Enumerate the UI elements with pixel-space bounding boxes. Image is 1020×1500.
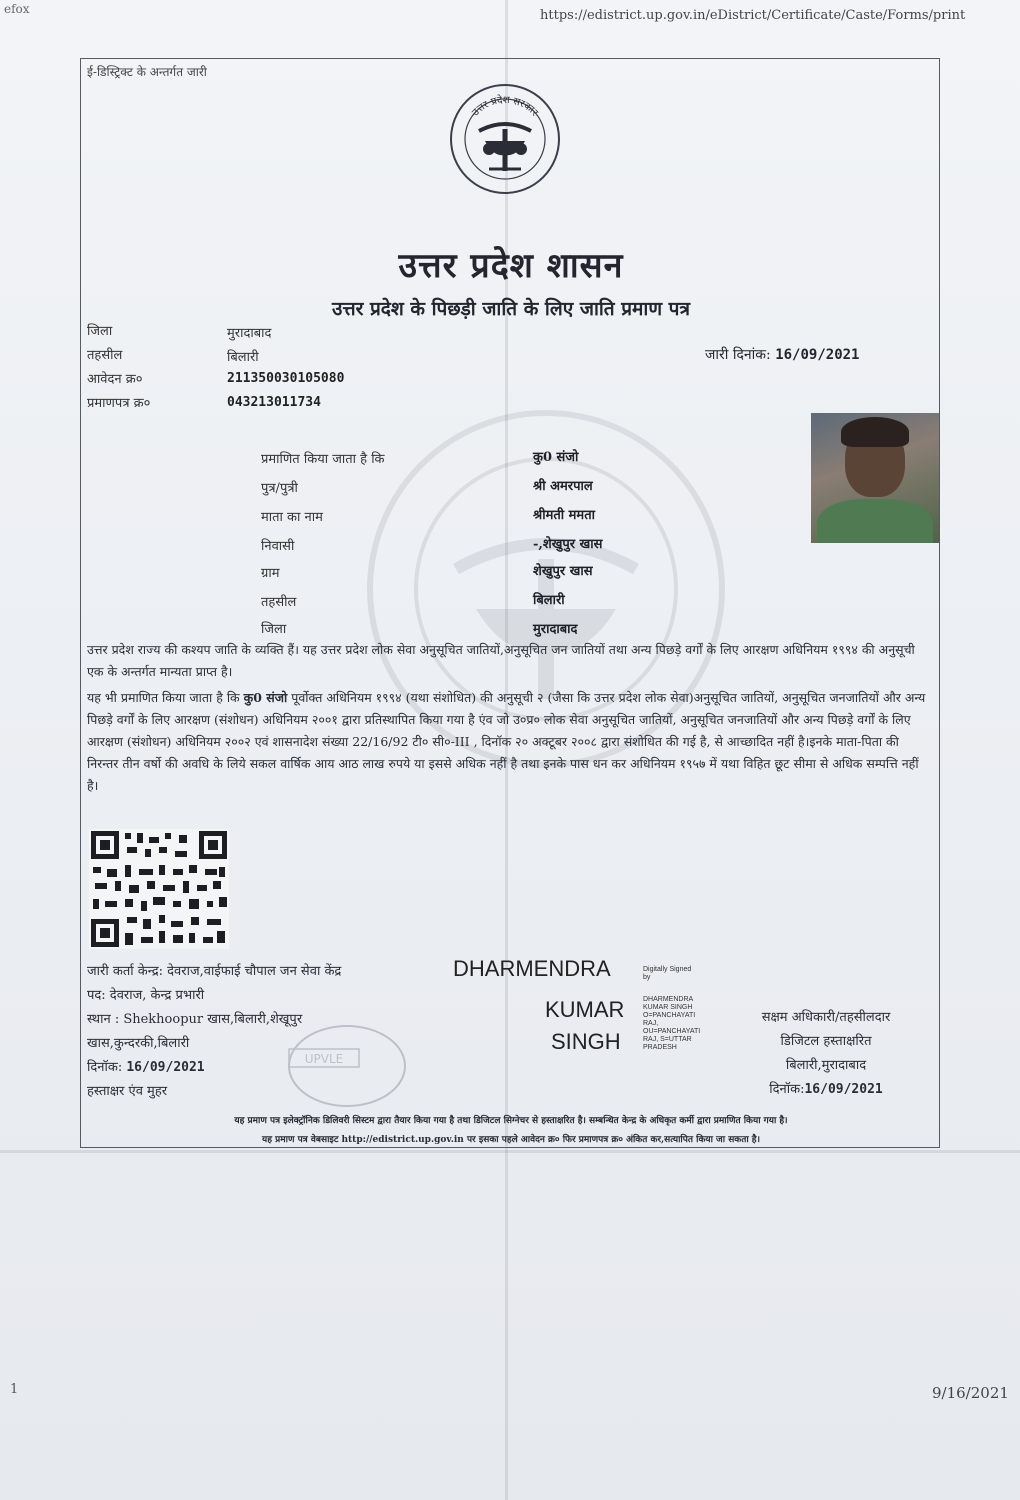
page-number: 1	[10, 1382, 19, 1397]
issuer-date	[87, 1057, 205, 1075]
applicant-photo	[811, 413, 939, 543]
application-number: 211350030105080	[227, 371, 345, 386]
issue-date	[705, 345, 860, 364]
signer-name-line-3: SINGH	[551, 1029, 621, 1054]
field-label-district: जिला	[261, 622, 287, 637]
edistrict-note: ई-डिस्ट्रिक्ट के अन्तर्गत जारी	[87, 65, 207, 79]
field-label-resident: निवासी	[261, 539, 295, 554]
print-date: 9/16/2021	[932, 1384, 1009, 1402]
issuer-date-value: 16/09/2021	[126, 1060, 205, 1075]
authority-date	[721, 1079, 931, 1097]
field-value-resident: -,शेखुपुर खास	[533, 537, 603, 552]
para2-rest: पूर्वोक्त अधिनियम १९९४ (यथा संशोधित) की अनुसूची २ (जैसा कि उत्तर प्रदेश लोक सेवा)अनुसूचित जातियों, अनुसूचित जनजातियों और अन्य पिछड़े वर्गों के लिए आरक्षण (संशोधन) अधिनियम २००१ द्वारा प्रतिस्थापित किया गया है एंव जो उ०प्र० लोक सेवा अनुसूचित जातियों, अनुसूचित जनजातियों और अन्य पिछड़े वर्गों के लिए आरक्षण (संशोधन) अधिनियम २००२ एवं शासनादेश संख्या 22/16/92 टी० सी०-III , दिनॉक २० अक्टूबर २००८ द्वारा संशोधित की गई है, से आच्छादित नहीं है।इनके माता-पिता की निरन्तर तीन वर्षो की अवधि के लिये सकल वार्षिक आय आठ लाख रुपये या इससे अधिक नहीं है तथा इनके पास धन कर अधिनियम १९५७ में यथा विहित छूट सीमा से अधिक सम्पत्ति नहीं है।	[87, 690, 926, 793]
up-government-emblem-icon	[449, 83, 561, 195]
emblem-text: उत्तर प्रदेश सरकार	[470, 94, 540, 119]
authority-title: सक्षम अधिकारी/तहसीलदार	[761, 1010, 891, 1025]
issuer-post: पद: देवराज, केन्द्र प्रभारी	[87, 988, 205, 1003]
digitally-signed-by: Digitally Signed by	[643, 966, 692, 981]
government-title: उत्तर प्रदेश शासन	[398, 246, 624, 286]
signature-and-seal-label: हस्ताक्षर एंव मुहर	[87, 1084, 168, 1099]
footer-line-1: यह प्रमाण पत्र इलेक्ट्रॉनिक डिलिवरी सिस्टम द्वारा तैयार किया गया है तथा डिजिटल सिग्नेचर से हस्ताक्षरित है। सम्बन्धित केन्द्र के अधिकृत कर्मी द्वारा प्रमाणित किया गया है।	[234, 1116, 788, 1126]
para2-prefix: यह भी प्रमाणित किया जाता है कि	[87, 690, 240, 705]
field-value-mother: श्रीमती ममता	[533, 508, 595, 523]
field-value-tehsil: बिलारी	[533, 593, 565, 608]
browser-name-fragment: efox	[4, 2, 30, 16]
field-value-village: शेखुपुर खास	[533, 564, 593, 579]
field-value-name: कु0 संजो	[533, 450, 579, 465]
tehsil-label: तहसील	[87, 348, 123, 363]
svg-text:उत्तर प्रदेश सरकार	[470, 94, 540, 119]
issuer-place-line-2: खास,कुन्दरकी,बिलारी	[87, 1036, 190, 1051]
issuer-date-label: दिनॉक:	[87, 1060, 123, 1075]
authority-date-label: दिनॉक:	[769, 1082, 805, 1097]
application-label: आवेदन क्र०	[87, 372, 143, 387]
verification-qr-code	[89, 829, 229, 949]
print-url: https://edistrict.up.gov.in/eDistrict/Certificate/Caste/Forms/print	[540, 8, 966, 23]
issue-date-label: जारी दिनांक:	[705, 347, 771, 363]
field-value-district: मुरादाबाद	[533, 622, 578, 637]
field-value-father: श्री अमरपाल	[533, 479, 593, 494]
field-label-tehsil: तहसील	[261, 595, 297, 610]
tehsil-value: बिलारी	[227, 350, 259, 365]
certificate	[80, 58, 940, 1148]
field-label-child-of: पुत्र/पुत्री	[261, 481, 298, 496]
body-paragraph-2	[87, 687, 933, 797]
authority-place: बिलारी,मुरादाबाद	[785, 1058, 867, 1073]
stamp-label: UPVLE	[304, 1052, 344, 1066]
issuing-center: जारी कर्ता केन्द्र: देवराज,वाईफाई चौपाल जन सेवा केंद्र	[87, 964, 342, 979]
certificate-number-label: प्रमाणपत्र क्र०	[87, 396, 151, 411]
issuer-place-line-1: स्थान : Shekhoopur खास,बिलारी,शेखूपुर	[87, 1012, 303, 1027]
issue-date-value: 16/09/2021	[775, 347, 860, 363]
footer-line-2: यह प्रमाण पत्र वेबसाइट http://edistrict.up.gov.in पर इसका पहले आवेदन क्र० फिर प्रमाणपत्र क्र० अंकित कर,सत्यापित किया जा सकता है।	[262, 1135, 760, 1145]
district-value: मुरादाबाद	[227, 326, 272, 341]
signer-name-line-2: KUMAR	[545, 997, 625, 1022]
paper-fold-horizontal	[0, 1150, 1020, 1153]
certificate-title: उत्तर प्रदेश के पिछड़ी जाति के लिए जाति प्रमाण पत्र	[332, 298, 690, 320]
center-stamp	[277, 1021, 407, 1111]
authority-digitally-signed: डिजिटल हस्ताक्षरित	[780, 1034, 872, 1049]
authority-date-value: 16/09/2021	[804, 1082, 883, 1097]
para2-name: कु0 संजो	[243, 690, 288, 705]
field-label-mother: माता का नाम	[261, 510, 323, 525]
body-paragraph-1: उत्तर प्रदेश राज्य की कश्यप जाति के व्यक्ति हैं। यह उत्तर प्रदेश लोक सेवा अनुसूचित जातियों,अनुसूचित जन जातियों तथा अन्य पिछड़े वर्गों के लिए आरक्षण अधिनियम १९९४ की अनुसूची एक के अन्तर्गत मान्यता प्राप्त है।	[87, 642, 915, 679]
signature-details: DHARMENDRA KUMAR SINGH O=PANCHAYATI RAJ, OU=PANCHAYATI RAJ, S=UTTAR PRADESH	[643, 996, 701, 1051]
field-label-village: ग्राम	[261, 566, 280, 581]
certificate-number: 043213011734	[227, 395, 321, 410]
district-label: जिला	[87, 324, 113, 339]
signer-name-line-1: DHARMENDRA	[453, 956, 611, 981]
field-label-certified: प्रमाणित किया जाता है कि	[261, 452, 385, 467]
